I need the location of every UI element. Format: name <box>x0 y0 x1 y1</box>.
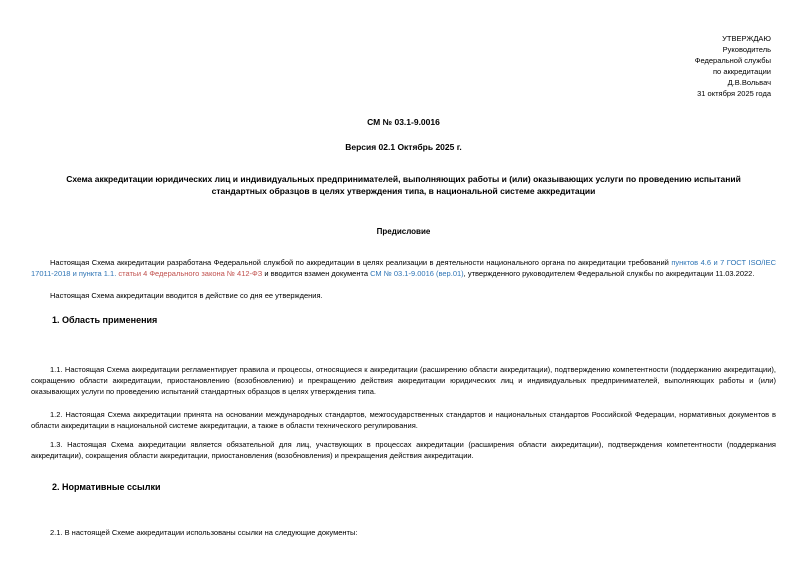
approval-date: 31 октября 2025 года <box>697 89 771 98</box>
page-title: Схема аккредитации юридических лиц и индивидуальных предпринимателей, выполняющих работы и (или) оказывающих услуги по проведению испытаний стандартных образцов в целях утверждения типа, в национальной системе аккредитации <box>66 174 741 196</box>
approval-line: УТВЕРЖДАЮ <box>722 34 771 43</box>
preface-paragraph-1 <box>31 257 776 279</box>
approval-line: по аккредитации <box>713 67 771 76</box>
section-heading-references: 2. Нормативные ссылки <box>52 482 161 492</box>
link-gost-17011[interactable]: пунктов 4.6 и 7 ГОСТ ISO/IEC 17011-2018 и пункта 1.1. <box>31 257 776 278</box>
approval-signatory: Д.В.Вольвач <box>727 78 771 87</box>
paragraph-1-2: 1.2. Настоящая Схема аккредитации принята на основании международных стандартов, межгосударственных стандартов и национальных стандартов Российской Федерации, нормативных документов в области аккредитации в национальной системе аккредитации, а также в области технического регулирования. <box>31 409 776 430</box>
paragraph-2-1: 2.1. В настоящей Схеме аккредитации использованы ссылки на следующие документы: <box>50 527 358 537</box>
document-number: СМ № 03.1-9.0016 <box>367 117 440 127</box>
preface-p1-text3: , утвержденного руководителем Федеральной службы по аккредитации 11.03.2022. <box>463 268 755 278</box>
approval-block <box>695 33 771 99</box>
link-fz-412[interactable]: статьи 4 Федерального закона № 412-ФЗ <box>118 268 263 278</box>
paragraph-1-1: 1.1. Настоящая Схема аккредитации регламентирует правила и процессы, относящиеся к аккредитации (расширению области аккредитации), подтверждению компетентности (поддержанию аккредитации), сокращению области аккредитации, приостановлению (возобновлению) и прекращению действия аккредитации юридических лиц и индивидуальных предпринимателей, выполняющих работы и (или) оказывающих услуги по проведению испытаний стандартных образцов в целях утверждения типа. <box>31 364 776 396</box>
preface-heading: Предисловие <box>376 227 431 236</box>
preface-p1-text1: Настоящая Схема аккредитации разработана Федеральной службой по аккредитации в целях реализации в деятельности национального органа по аккредитации требований <box>50 257 672 267</box>
preface-paragraph-2: Настоящая Схема аккредитации вводится в действие со дня ее утверждения. <box>50 290 323 300</box>
document-version: Версия 02.1 Октябрь 2025 г. <box>345 142 462 152</box>
approval-line: Руководитель <box>722 45 771 54</box>
paragraph-1-3: 1.3. Настоящая Схема аккредитации является обязательной для лиц, участвующих в процессах аккредитации (расширения области аккредитации), подтверждения компетентности (поддержания аккредитации), сокращения области аккредитации, приостановления (возобновления) и прекращения действия аккредитации. <box>31 439 776 460</box>
section-heading-scope: 1. Область применения <box>52 315 158 325</box>
preface-p1-text2: и вводится взамен документа <box>262 268 371 278</box>
approval-line: Федеральной службы <box>694 56 771 65</box>
link-sm-ver01[interactable]: СМ № 03.1-9.0016 (вер.01) <box>370 268 464 278</box>
